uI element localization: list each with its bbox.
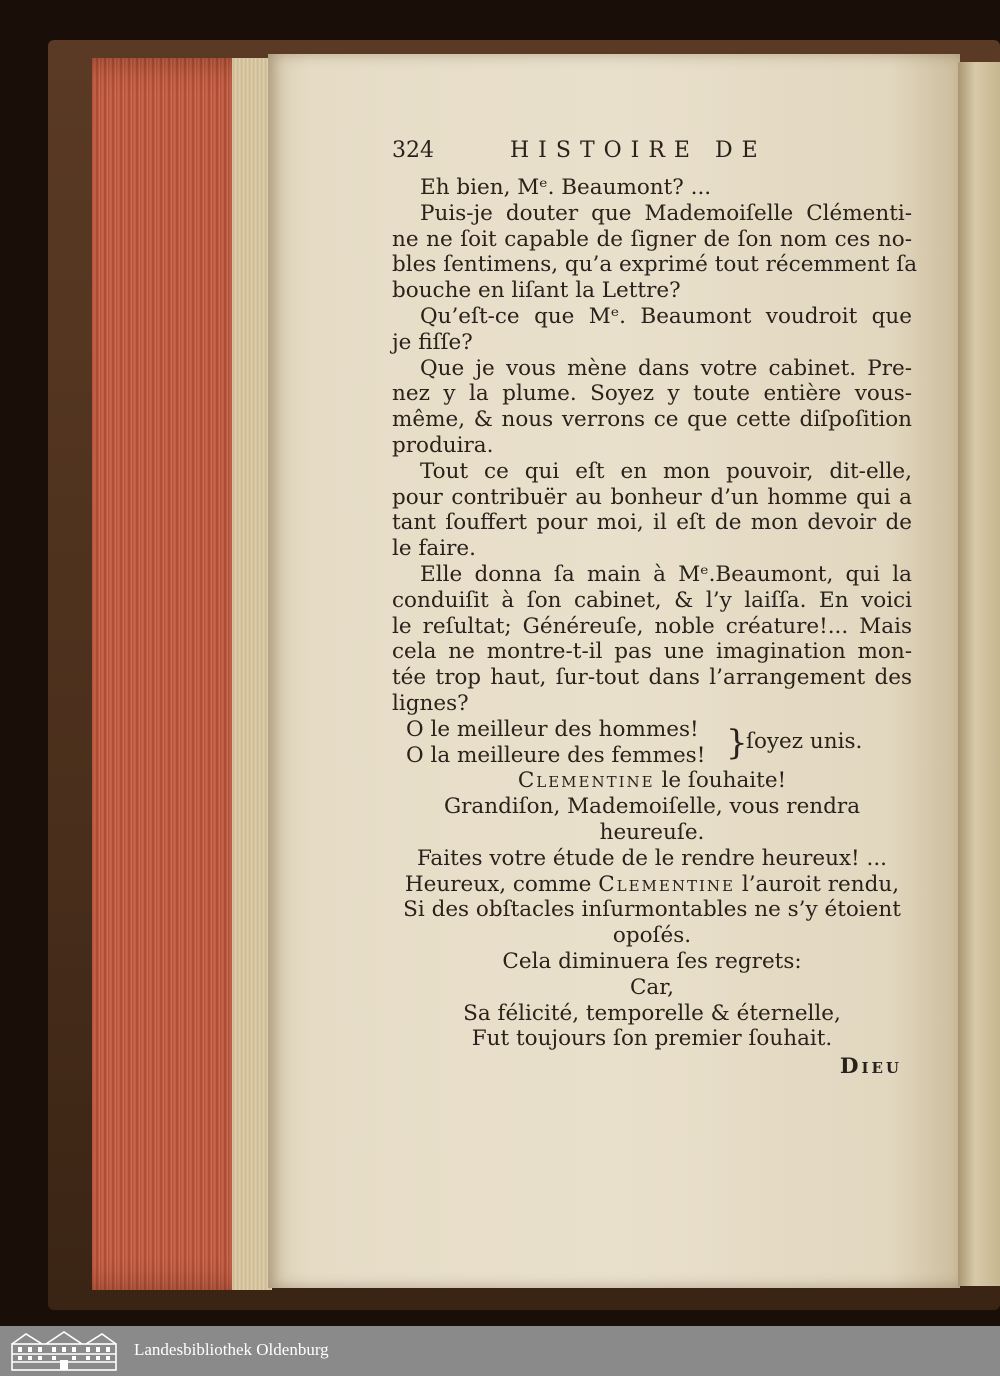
footer-bar [0, 1326, 1000, 1376]
text-line: le reſultat; Généreuſe, noble créature!... Mais [392, 613, 912, 639]
library-building-icon [6, 1330, 122, 1372]
catchword: Dieu [839, 1054, 902, 1080]
text-line: je fiſſe? [392, 329, 473, 355]
verse-line: O le meilleur des hommes! [406, 716, 699, 742]
text-line: Grandiſon, Mademoiſelle, vous rendra [443, 794, 861, 820]
text-line: conduiſit à ſon cabinet, & l’y laiſſa. En voici [392, 587, 912, 613]
page-number: 324 [392, 138, 434, 163]
text-line: Clementine le ſouhaite! [517, 768, 787, 794]
text-line: Cela diminuera ſes regrets: [502, 948, 802, 974]
text-line: le faire. [392, 536, 476, 562]
text-line: tée trop haut, ſur-tout dans l’arrangement des [392, 665, 912, 691]
text-line: Faites votre étude de le rendre heureux! ... [416, 845, 888, 871]
text-line: heureuſe. [599, 819, 705, 845]
text-line: Qu’eſt-ce que Mᵉ. Beaumont voudroit que [420, 303, 912, 329]
text-line: Que je vous mène dans votre cabinet. Pre- [420, 355, 912, 381]
text-line: ne ne ſoit capable de ſigner de ſon nom ces no- [392, 226, 912, 252]
text-line: Heureux, comme Clementine l’auroit rendu, [404, 871, 900, 897]
text-line: Puis-je douter que Mademoiſelle Clémenti- [420, 200, 912, 226]
text-line: Tout ce qui eſt en mon pouvoir, dit-elle, [420, 458, 912, 484]
text-line: nez y la plume. Soyez y toute entière vous- [392, 381, 912, 407]
text-line: opoſés. [612, 923, 692, 949]
text-line: produira. [392, 432, 494, 458]
facing-page-edge [958, 62, 1000, 1286]
text-line: Eh bien, Mᵉ. Beaumont? ... [420, 175, 712, 200]
text-line: bouche en liſant la Lettre? [392, 278, 681, 304]
text-line: cela ne montre-t-il pas une imagination mon- [392, 639, 912, 665]
running-title: HISTOIRE DE [510, 138, 767, 163]
text-line: même, & nous verrons ce que cette diſpoſition [392, 407, 912, 433]
text-line: tant ſouffert pour moi, il eſt de mon devoir de [392, 510, 912, 536]
brace-icon: } [726, 722, 748, 763]
name-smallcaps: Clementine [598, 871, 735, 897]
page-edges [92, 58, 272, 1290]
page-header [392, 138, 912, 168]
text-line: Sa félicité, temporelle & éternelle, [463, 1000, 841, 1026]
verse-line: O la meilleure des femmes! [406, 742, 706, 768]
name-smallcaps: Clementine [517, 768, 655, 794]
text-line: Car, [629, 974, 675, 1000]
text-line: Fut toujours ſon premier ſouhait. [471, 1026, 833, 1052]
verse-pair [392, 717, 912, 769]
library-name: Landesbibliothek Oldenburg [134, 1340, 329, 1359]
text-line: pour contribuër au bonheur d’un homme qui a [392, 484, 912, 510]
text-line: lignes? [392, 690, 469, 716]
verse-line: ſoyez unis. [746, 728, 863, 754]
text-line: bles ſentimens, qu’a exprimé tout récemment ſa [392, 252, 918, 278]
text-line: Elle donna ſa main à Mᵉ.Beaumont, qui la [420, 561, 912, 587]
page-body [392, 175, 918, 1080]
text-line: Si des obſtacles inſurmontables ne s’y étoient [403, 897, 901, 923]
